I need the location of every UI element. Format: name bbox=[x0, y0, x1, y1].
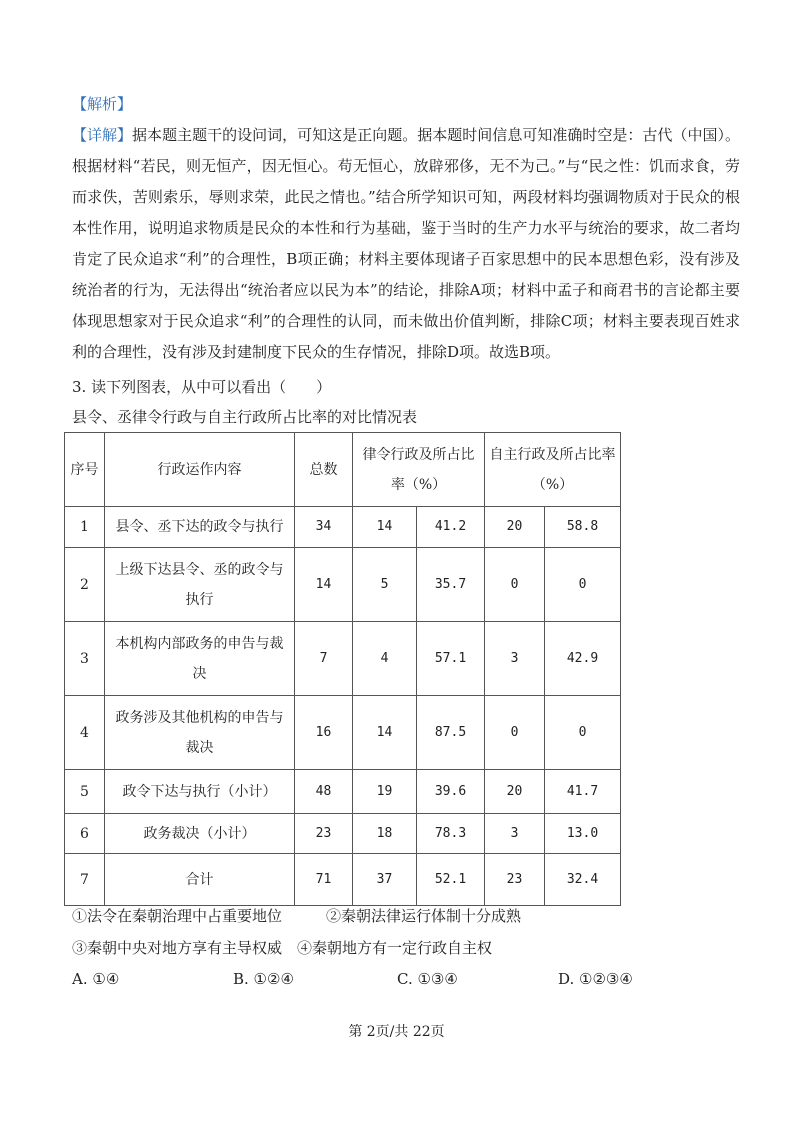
option-c[interactable]: C. ①③④ bbox=[397, 970, 458, 988]
row-lawful-pct: 35.7 bbox=[417, 548, 485, 622]
option-d[interactable]: D. ①②③④ bbox=[558, 970, 633, 988]
row-lawful-count: 4 bbox=[353, 622, 417, 696]
row-content: 政务涉及其他机构的申告与裁决 bbox=[105, 696, 295, 770]
row-auto-count: 0 bbox=[485, 548, 545, 622]
table-row bbox=[65, 548, 621, 622]
analysis-heading: 【解析】 bbox=[72, 95, 133, 113]
header-lawful: 律令行政及所占比率（%） bbox=[353, 433, 485, 507]
option-a[interactable]: A. ①④ bbox=[72, 970, 120, 988]
row-auto-pct: 32.4 bbox=[545, 854, 621, 906]
row-auto-count: 3 bbox=[485, 622, 545, 696]
header-seq: 序号 bbox=[65, 433, 105, 507]
row-content: 本机构内部政务的申告与裁决 bbox=[105, 622, 295, 696]
row-total: 14 bbox=[295, 548, 353, 622]
row-seq: 7 bbox=[65, 854, 105, 906]
table-row bbox=[65, 696, 621, 770]
row-content: 合计 bbox=[105, 854, 295, 906]
statement-1: ①法令在秦朝治理中占重要地位 bbox=[72, 907, 283, 925]
statement-4: ④秦朝地方有一定行政自主权 bbox=[297, 939, 493, 957]
header-total: 总数 bbox=[295, 433, 353, 507]
table-row bbox=[65, 622, 621, 696]
row-auto-count: 23 bbox=[485, 854, 545, 906]
row-lawful-count: 14 bbox=[353, 507, 417, 548]
row-auto-pct: 58.8 bbox=[545, 507, 621, 548]
row-total: 23 bbox=[295, 814, 353, 854]
detail-label: 【详解】 bbox=[72, 126, 133, 144]
row-seq: 1 bbox=[65, 507, 105, 548]
row-lawful-count: 5 bbox=[353, 548, 417, 622]
row-auto-pct: 42.9 bbox=[545, 622, 621, 696]
row-seq: 6 bbox=[65, 814, 105, 854]
row-lawful-count: 19 bbox=[353, 770, 417, 814]
statements-line-1 bbox=[72, 906, 521, 926]
row-auto-pct: 0 bbox=[545, 548, 621, 622]
row-lawful-count: 14 bbox=[353, 696, 417, 770]
row-total: 48 bbox=[295, 770, 353, 814]
statements-line-2 bbox=[72, 938, 492, 958]
header-autonomous: 自主行政及所占比率（%） bbox=[485, 433, 621, 507]
row-auto-count: 20 bbox=[485, 770, 545, 814]
row-content: 县令、丞下达的政令与执行 bbox=[105, 507, 295, 548]
question-stem: 3. 读下列图表，从中可以看出（ ） bbox=[72, 378, 332, 396]
row-seq: 3 bbox=[65, 622, 105, 696]
row-lawful-count: 18 bbox=[353, 814, 417, 854]
row-lawful-pct: 41.2 bbox=[417, 507, 485, 548]
row-seq: 5 bbox=[65, 770, 105, 814]
row-lawful-pct: 39.6 bbox=[417, 770, 485, 814]
analysis-text: 据本题主题干的设问词，可知这是正向题。据本题时间信息可知准确时空是：古代（中国）。根据材料“若民，则无恒产，因无恒心。苟无恒心，放辟邪侈，无不为己。”与“民之性：饥而求食，劳而求佚，苦则索乐，辱则求荣，此民之情也。”结合所学知识可知，两段材料均强调物质对于民众的根本性作用，说明追求物质是民众的本性和行为基础，鉴于当时的生产力水平与统治的要求，故二者均肯定了民众追求“利”的合理性，B项正确；材料主要体现诸子百家思想中的民本思想色彩，没有涉及统治者的行为，无法得出“统治者应以民为本”的结论，排除A项；材料中孟子和商君书的言论都主要体现思想家对于民众追求“利”的合理性的认同，而未做出价值判断，排除C项；材料主要表现百姓求利的合理性，没有涉及封建制度下民众的生存情况，排除D项。故选B项。 bbox=[72, 126, 740, 361]
row-auto-pct: 0 bbox=[545, 696, 621, 770]
table-row bbox=[65, 507, 621, 548]
row-lawful-pct: 87.5 bbox=[417, 696, 485, 770]
row-auto-count: 0 bbox=[485, 696, 545, 770]
statement-2: ②秦朝法律运行体制十分成熟 bbox=[326, 907, 522, 925]
header-content: 行政运作内容 bbox=[105, 433, 295, 507]
row-seq: 4 bbox=[65, 696, 105, 770]
row-lawful-pct: 78.3 bbox=[417, 814, 485, 854]
row-auto-count: 3 bbox=[485, 814, 545, 854]
row-auto-pct: 41.7 bbox=[545, 770, 621, 814]
row-total: 71 bbox=[295, 854, 353, 906]
row-content: 上级下达县令、丞的政令与执行 bbox=[105, 548, 295, 622]
row-lawful-pct: 52.1 bbox=[417, 854, 485, 906]
row-auto-pct: 13.0 bbox=[545, 814, 621, 854]
row-seq: 2 bbox=[65, 548, 105, 622]
row-total: 34 bbox=[295, 507, 353, 548]
page-footer: 第 2页/共 22页 bbox=[348, 1024, 445, 1040]
table-row bbox=[65, 854, 621, 906]
row-total: 7 bbox=[295, 622, 353, 696]
statement-3: ③秦朝中央对地方享有主导权威 bbox=[72, 939, 283, 957]
table-row bbox=[65, 770, 621, 814]
row-total: 16 bbox=[295, 696, 353, 770]
row-lawful-pct: 57.1 bbox=[417, 622, 485, 696]
option-b[interactable]: B. ①②④ bbox=[233, 970, 294, 988]
analysis-paragraph bbox=[72, 120, 740, 368]
row-auto-count: 20 bbox=[485, 507, 545, 548]
row-content: 政务裁决（小计） bbox=[105, 814, 295, 854]
row-content: 政令下达与执行（小计） bbox=[105, 770, 295, 814]
row-lawful-count: 37 bbox=[353, 854, 417, 906]
comparison-table bbox=[64, 432, 621, 906]
table-title: 县令、丞律令行政与自主行政所占比率的对比情况表 bbox=[72, 408, 418, 426]
table-row bbox=[65, 814, 621, 854]
